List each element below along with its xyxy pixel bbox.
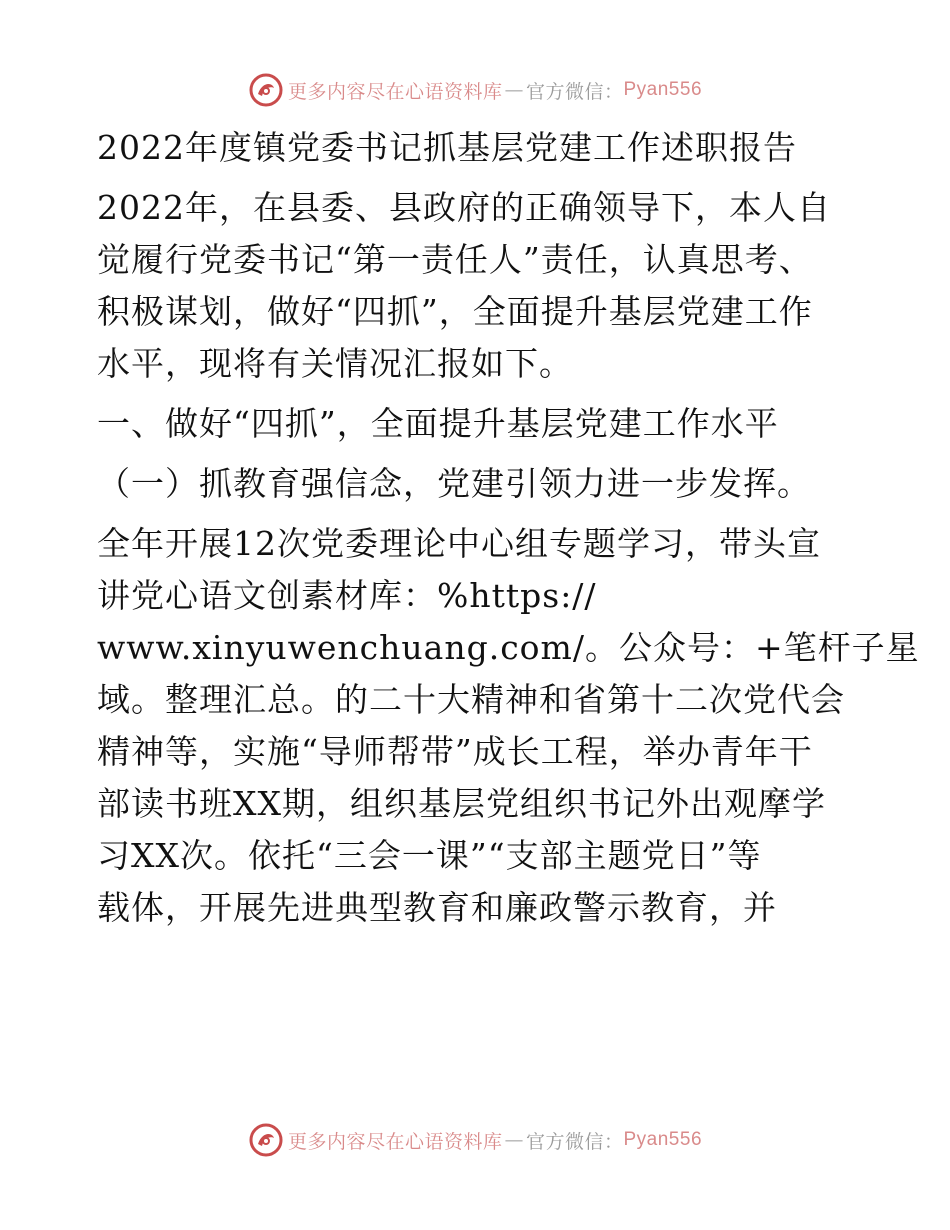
header-watermark	[0, 70, 950, 110]
body-line: 讲党心语文创素材库：%https://	[97, 576, 597, 615]
watermark-separator: —	[504, 1129, 524, 1151]
subsection-heading-1: （一）抓教育强信念，党建引领力进一步发挥。	[97, 464, 811, 503]
intro-line: 水平，现将有关情况汇报如下。	[97, 344, 573, 383]
watermark-wechat-label: 官方微信：	[525, 1130, 624, 1153]
body-line: 全年开展12次党委理论中心组专题学习，带头宣	[97, 524, 821, 563]
body-line: 域。整理汇总。的二十大精神和省第十二次党代会	[97, 680, 845, 719]
watermark-wechat-label: 官方微信：	[525, 80, 624, 103]
red-swirl-logo-icon	[248, 72, 284, 108]
intro-line: 2022年，在县委、县政府的正确领导下，本人自	[97, 188, 831, 227]
intro-line: 觉履行党委书记“第一责任人”责任，认真思考、	[97, 240, 813, 279]
body-line: 部读书班XX期，组织基层党组织书记外出观摩学	[97, 784, 826, 823]
watermark-site-text: 更多内容尽在心语资料库	[287, 80, 503, 103]
watermark-separator: —	[504, 79, 524, 101]
watermark-wechat-id: Pyan556	[623, 79, 703, 100]
intro-line: 积极谋划，做好“四抓”，全面提升基层党建工作	[97, 292, 813, 331]
document-title: 2022年度镇党委书记抓基层党建工作述职报告	[97, 128, 797, 167]
watermark-wechat-id: Pyan556	[623, 1129, 703, 1150]
document-body	[97, 122, 920, 934]
footer-watermark	[0, 1120, 950, 1160]
body-line: 载体，开展先进典型教育和廉政警示教育，并	[97, 888, 777, 927]
body-line: 精神等，实施“导师帮带”成长工程，举办青年干	[97, 732, 813, 771]
red-swirl-logo-icon	[248, 1122, 284, 1158]
body-line: 习XX次。依托“三会一课”“支部主题党日”等	[97, 836, 762, 875]
body-line: www.xinyuwenchuang.com/。公众号：+笔杆子星	[97, 628, 920, 667]
watermark-site-text: 更多内容尽在心语资料库	[287, 1130, 503, 1153]
section-heading-1: 一、做好“四抓”，全面提升基层党建工作水平	[97, 404, 779, 443]
